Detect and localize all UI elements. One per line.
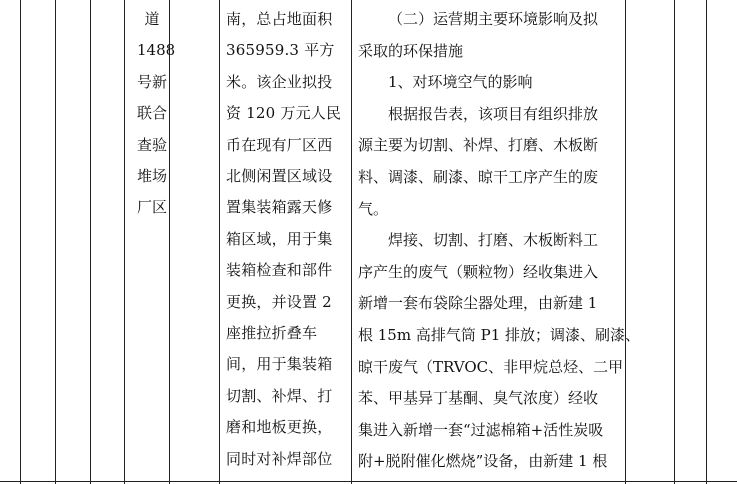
description-line: 资 120 万元人民 xyxy=(226,104,342,123)
paragraph-line: 集进入新增一套“过滤棉箱+活性炭吸 xyxy=(358,420,604,439)
location-line: 厂区 xyxy=(137,198,168,217)
column-divider xyxy=(351,0,352,484)
description-line: 置集装箱露天修 xyxy=(226,198,333,217)
section-heading: （二）运营期主要环境影响及拟 xyxy=(388,10,599,28)
location-line: 道 xyxy=(144,10,160,28)
paragraph-line: 根 15m 高排气筒 P1 排放；调漆、刷漆、 xyxy=(358,325,641,344)
description-line: 同时对补焊部位 xyxy=(226,449,333,468)
table-border-left xyxy=(20,0,21,484)
paragraph-line: 新增一套布袋除尘器处理，由新建 1 xyxy=(358,294,598,313)
location-line: 堆场 xyxy=(137,167,168,186)
location-line: 联合 xyxy=(137,104,168,123)
paragraph-line: 料、调漆、刷漆、晾干工序产生的废 xyxy=(358,167,599,186)
column-divider xyxy=(169,0,170,484)
description-line: 南，总占地面积 xyxy=(226,10,333,28)
description-line: 磨和地板更换， xyxy=(226,418,333,437)
subsection-heading: 1、对环境空气的影响 xyxy=(388,73,533,92)
description-line: 座推拉折叠车 xyxy=(226,324,318,343)
description-line: 箱区域，用于集 xyxy=(226,229,333,248)
description-line: 更换，并设置 2 xyxy=(226,292,332,311)
table-border-bottom xyxy=(0,481,737,482)
paragraph-line: 源主要为切割、补焊、打磨、木板断 xyxy=(358,136,599,155)
column-divider xyxy=(625,0,626,484)
paragraph-line: 苯、甲基异丁基酮、臭气浓度）经收 xyxy=(358,389,599,408)
location-cell xyxy=(137,4,176,224)
paragraph-line: 气。 xyxy=(358,199,389,218)
column-divider xyxy=(674,0,675,484)
location-line: 1488 xyxy=(137,41,176,60)
description-line: 365959.3 平方 xyxy=(226,41,335,60)
description-line: 切割、补焊、打 xyxy=(226,386,333,405)
measures-cell xyxy=(358,4,641,478)
paragraph-line: 序产生的废气（颗粒物）经收集进入 xyxy=(358,262,599,281)
description-line: 装箱检查和部件 xyxy=(226,261,333,280)
location-line: 查验 xyxy=(137,135,168,154)
paragraph-line: 根据报告表，该项目有组织排放 xyxy=(388,104,599,123)
column-divider xyxy=(55,0,56,484)
section-heading-cont: 采取的环保措施 xyxy=(358,41,464,60)
paragraph-line: 附+脱附催化燃烧”设备，由新建 1 根 xyxy=(358,452,608,471)
description-line: 北侧闲置区域设 xyxy=(226,167,333,186)
column-divider xyxy=(90,0,91,484)
location-line: 号新 xyxy=(137,72,168,91)
paragraph-line: 焊接、切割、打磨、木板断料工 xyxy=(388,231,599,250)
column-divider xyxy=(706,0,707,484)
description-line: 间，用于集装箱 xyxy=(226,355,333,374)
paragraph-line: 晾干废气（TRVOC、非甲烷总烃、二甲 xyxy=(358,357,624,376)
description-line: 米。该企业拟投 xyxy=(226,72,333,91)
description-cell xyxy=(226,4,350,475)
column-divider xyxy=(124,0,125,484)
column-divider xyxy=(219,0,220,484)
description-line: 币在现有厂区西 xyxy=(226,135,333,154)
